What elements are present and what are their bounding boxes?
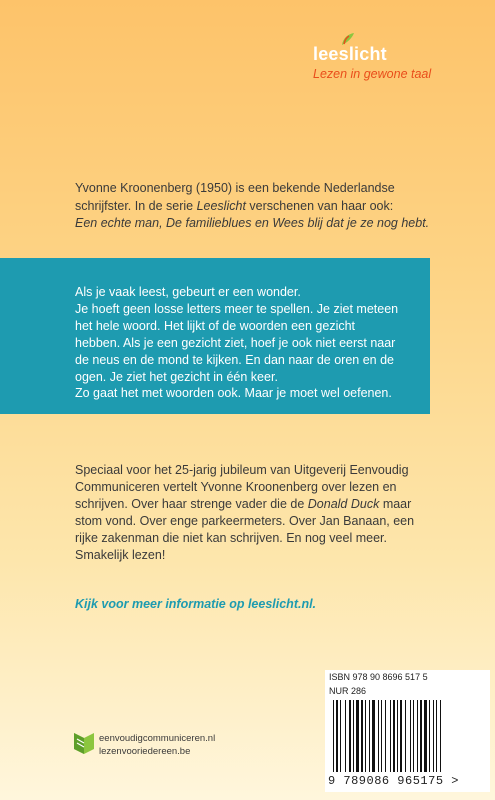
quote-line: Zo gaat het met woorden ook. Maar je moet wel oefenen. (75, 386, 392, 401)
barcode-bar (410, 700, 411, 772)
barcode-bar (429, 700, 430, 772)
barcode-bar (345, 700, 346, 772)
barcode-bar (336, 700, 338, 772)
barcode-digits: 9 789086 965175 > (328, 774, 459, 788)
intro-titles-line: Een echte man, De familieblues en Wees blij dat je ze nog hebt. (75, 216, 430, 230)
blurb-line: Smakelijk lezen! (75, 547, 166, 562)
isbn-label: ISBN 978 90 8696 517 5 (329, 672, 428, 682)
blurb-line: rijke zakenman die niet kan schrijven. En nog veel meer. (75, 530, 387, 545)
nur-label: NUR 286 (329, 686, 367, 696)
barcode-bar (349, 700, 351, 772)
barcode-bar (356, 700, 359, 772)
quote-text (75, 284, 425, 402)
publisher-url-1[interactable]: eenvoudigcommuniceren.nl (99, 733, 216, 744)
leeslicht-logo (313, 44, 431, 81)
quote-line: ogen. Je ziet het gezicht in één keer. (75, 369, 278, 384)
author-intro (75, 180, 435, 233)
eenvoudig-communiceren-logo-icon (73, 729, 95, 755)
quote-line: het hele woord. Het lijkt of de woorden een gezicht (75, 318, 356, 333)
publisher-url-2[interactable]: lezenvooriedereen.be (99, 746, 191, 757)
quote-line: hebben. Als je een gezicht ziet, hoef je ook niet eerst naar (75, 335, 396, 350)
logo-word: leeslicht (313, 44, 387, 64)
barcode-bar (385, 700, 386, 772)
barcode-bar (433, 700, 434, 772)
quote-line: de neus en de mond te kijken. En dan naar de oren en de (75, 352, 394, 367)
barcode-bar (369, 700, 370, 772)
barcode-bar (424, 700, 427, 772)
barcode-bar (440, 700, 441, 772)
intro-line: Yvonne Kroonenberg (1950) is een bekende Nederlandse (75, 181, 395, 195)
barcode-bar (333, 700, 334, 772)
blurb-line: schrijven. Over haar strenge vader die de Donald Duck maar (75, 496, 412, 511)
barcode-bar (378, 700, 379, 772)
barcode-bar (372, 700, 375, 772)
quote-line: Je hoeft geen losse letters meer te spellen. Je ziet meteen (75, 301, 399, 316)
barcode-bar (420, 700, 422, 772)
barcode-bar (393, 700, 395, 772)
barcode-bar (417, 700, 418, 772)
barcode-bar (400, 700, 402, 772)
logo-tagline: Lezen in gewone taal (313, 67, 432, 81)
barcode-icon (333, 700, 471, 772)
barcode-bar (365, 700, 366, 772)
barcode-bar (390, 700, 391, 772)
barcode-bar (353, 700, 354, 772)
barcode-bar (405, 700, 406, 772)
blurb-line: Speciaal voor het 25-jarig jubileum van Uitgeverij Eenvoudig (75, 463, 409, 477)
blurb-line: stom vond. Over enge parkeermeters. Over Jan Banaan, een (75, 513, 415, 528)
barcode-bar (361, 700, 363, 772)
barcode-bar (413, 700, 414, 772)
more-info-link[interactable]: Kijk voor meer informatie op leeslicht.nl. (75, 597, 317, 611)
barcode-bar (381, 700, 382, 772)
quote-line: Als je vaak leest, gebeurt er een wonder. (75, 285, 301, 299)
leaf-icon (340, 32, 356, 46)
barcode-bar (397, 700, 398, 772)
intro-line: schrijfster. In de serie Leeslicht verschenen van haar ook: (75, 198, 394, 213)
blurb-line: Communiceren vertelt Yvonne Kroonenberg over lezen en (75, 479, 397, 494)
barcode-bar (340, 700, 341, 772)
blurb-text (75, 462, 425, 563)
barcode-bar (436, 700, 437, 772)
